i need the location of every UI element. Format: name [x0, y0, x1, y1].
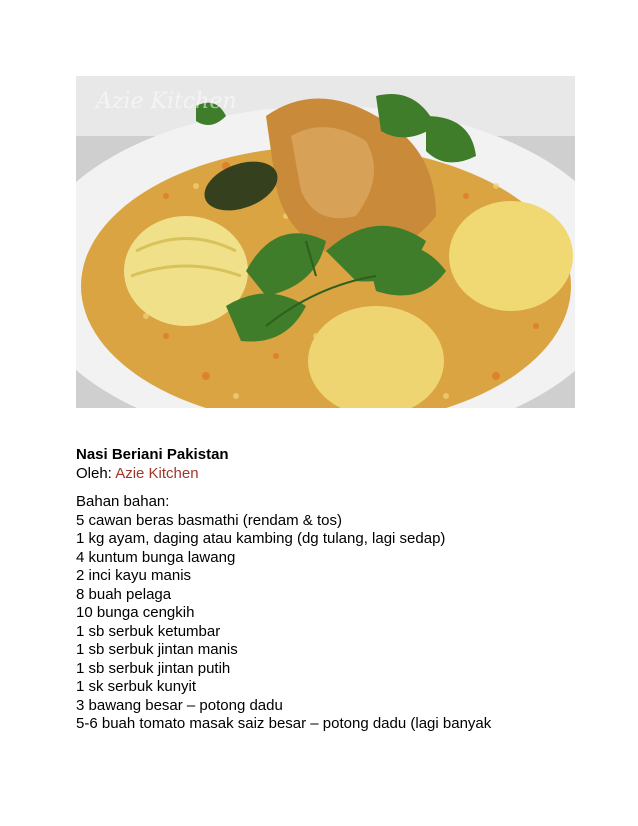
ingredient-item: 1 sk serbuk kunyit [76, 678, 197, 695]
byline-prefix: Oleh: [76, 464, 116, 482]
ingredient-item: 1 kg ayam, daging atau kambing (dg tulang, lagi sedap) [76, 530, 446, 547]
recipe-photo [76, 76, 575, 408]
ingredient-item: 4 kuntum bunga lawang [76, 548, 236, 566]
ingredient-item: 3 bawang besar – potong dadu [76, 696, 283, 714]
author-link[interactable]: Azie Kitchen [115, 464, 199, 482]
ingredients-heading: Bahan bahan: [76, 493, 170, 510]
ingredient-item: 2 inci kayu manis [76, 567, 192, 584]
spacer [76, 483, 616, 493]
recipe-title: Nasi Beriani Pakistan [76, 446, 229, 463]
watermark-text: Azie Kitchen [96, 89, 237, 114]
ingredient-item: 10 bunga cengkih [76, 604, 195, 621]
ingredient-item: 1 sb serbuk ketumbar [76, 622, 221, 640]
byline [76, 465, 616, 484]
ingredient-item: 1 sb serbuk jintan manis [76, 641, 238, 658]
biryani-dish-image [76, 76, 575, 408]
recipe-text [76, 446, 616, 734]
ingredient-item: 1 sb serbuk jintan putih [76, 659, 231, 677]
ingredient-item: 5-6 buah tomato masak saiz besar – potong dadu (lagi banyak [76, 715, 492, 732]
ingredient-item: 5 cawan beras basmathi (rendam & tos) [76, 511, 342, 529]
ingredient-item: 8 buah pelaga [76, 585, 172, 603]
